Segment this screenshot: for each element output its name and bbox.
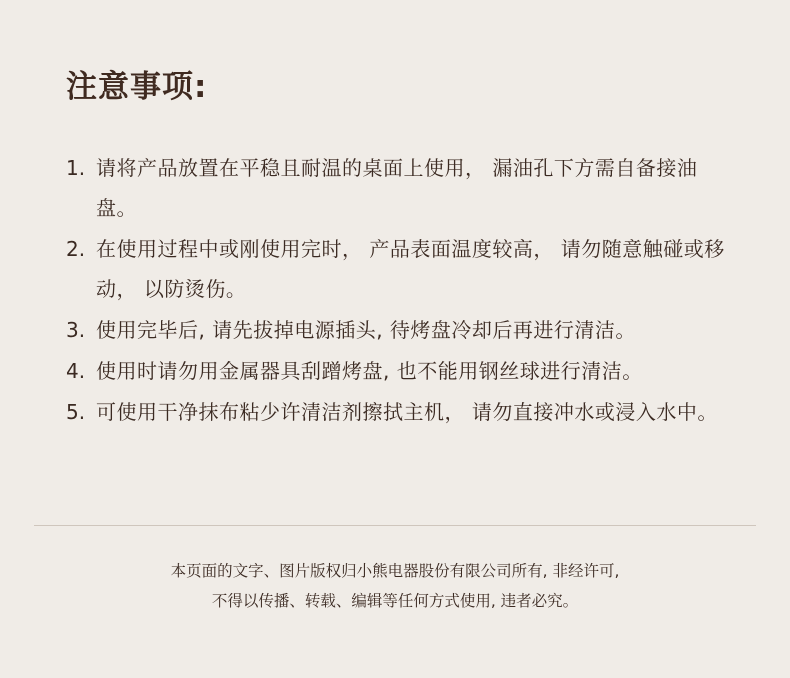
page-title: 注意事项: <box>66 69 208 105</box>
note-item-4 <box>66 351 726 391</box>
note-number: 1. <box>66 156 86 180</box>
note-text: 可使用干净抹布粘少许清洁剂擦拭主机， 请勿直接冲水或浸入水中。 <box>96 400 718 424</box>
note-text: 使用时请勿用金属器具刮蹭烤盘, 也不能用钢丝球进行清洁。 <box>96 359 643 383</box>
note-number: 2. <box>66 237 86 261</box>
note-text: 请将产品放置在平稳且耐温的桌面上使用， 漏油孔下方需自备接油盘。 <box>96 156 698 220</box>
note-text: 使用完毕后, 请先拔掉电源插头, 待烤盘冷却后再进行清洁。 <box>96 318 636 342</box>
copyright-line-2: 不得以传播、转载、编辑等任何方式使用, 违者必究。 <box>211 592 579 610</box>
note-item-2 <box>66 229 726 309</box>
copyright-footer <box>0 556 790 616</box>
copyright-line-1: 本页面的文字、图片版权归小熊电器股份有限公司所有, 非经许可, <box>170 562 620 580</box>
divider <box>34 525 756 526</box>
note-number: 4. <box>66 359 86 383</box>
note-text: 在使用过程中或刚使用完时， 产品表面温度较高， 请勿随意触碰或移动， 以防烫伤。 <box>96 237 725 301</box>
note-item-5 <box>66 392 726 432</box>
note-number: 5. <box>66 400 86 424</box>
notes-list <box>66 148 726 433</box>
note-number: 3. <box>66 318 86 342</box>
note-item-3 <box>66 310 726 350</box>
note-item-1 <box>66 148 726 228</box>
